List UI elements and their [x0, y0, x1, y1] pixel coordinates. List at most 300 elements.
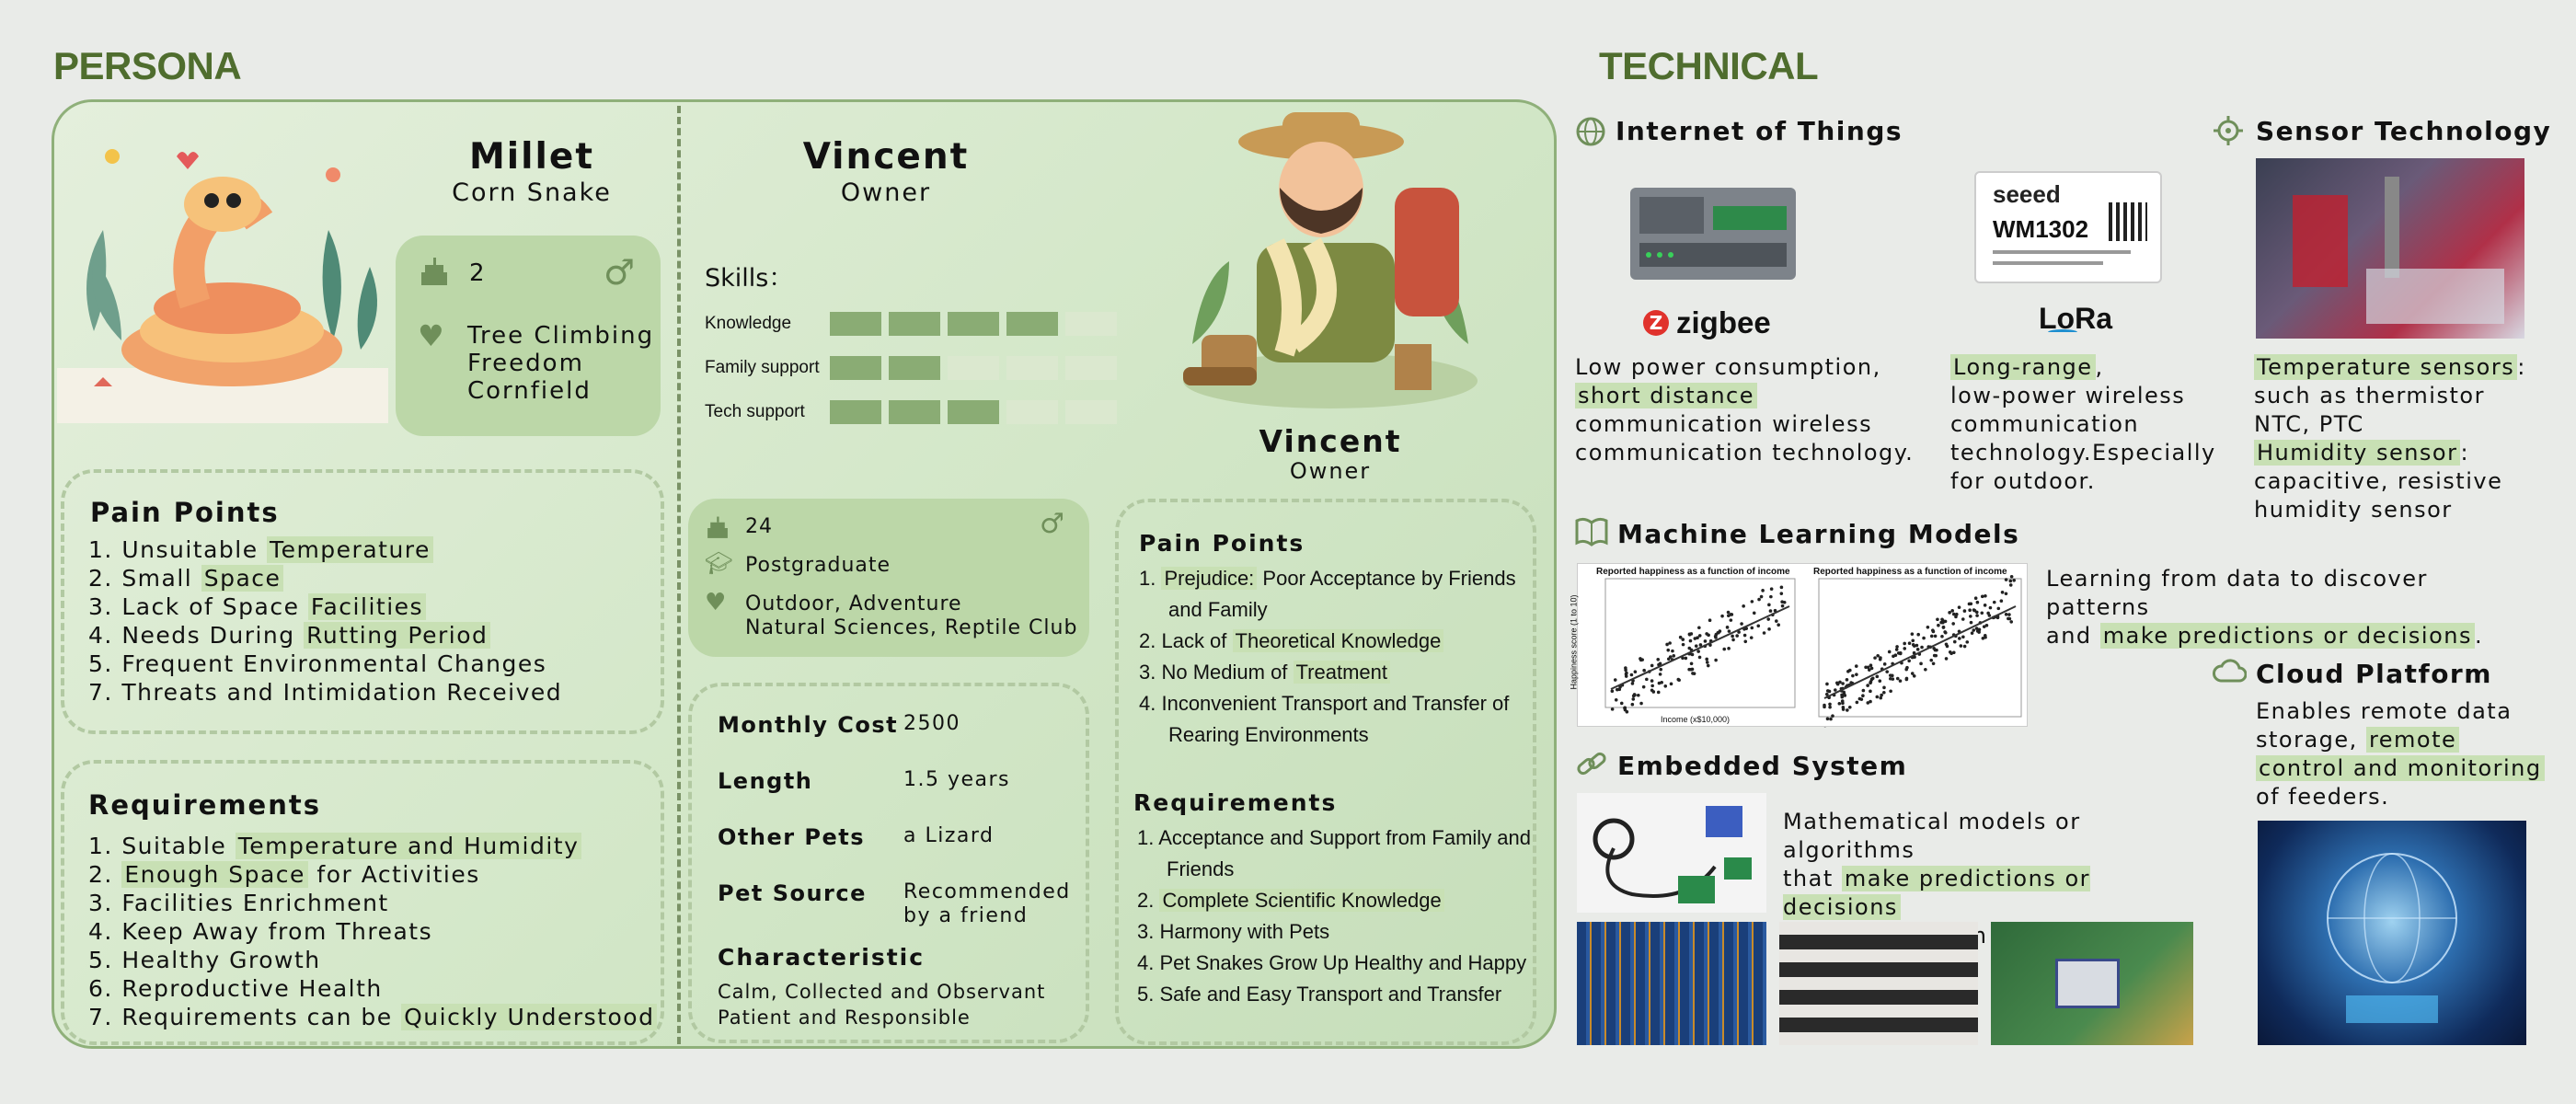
scatter-point: [1650, 684, 1654, 688]
scatter-point: [1894, 653, 1898, 657]
scatter-point: [1835, 681, 1839, 684]
scatter-point: [1855, 664, 1858, 668]
cloud-title: Cloud Platform: [2256, 659, 2492, 689]
scatter-point: [2005, 578, 2008, 581]
scatter-point: [1722, 648, 1726, 651]
scatter-point: [1869, 681, 1872, 684]
scatter-point: [1624, 669, 1627, 673]
scatter-point: [1730, 618, 1733, 622]
scatter-point: [1714, 659, 1718, 662]
list-item-num: 5.: [88, 650, 122, 677]
skill-level-segment: [889, 312, 940, 336]
scatter-point: [1831, 714, 1834, 718]
pet-requirements-list: [88, 832, 659, 1031]
list-item: [88, 535, 659, 564]
scatter-point: [1984, 634, 1987, 638]
scatter-point: [1891, 674, 1894, 678]
list-item-num: 7.: [88, 1004, 122, 1030]
zigbee-icon: Z: [1643, 310, 1669, 336]
cloud-desc-pre: storage,: [2256, 727, 2366, 753]
plot2-title: Reported happiness as a function of income: [1813, 567, 2007, 577]
zigbee-label: zigbee: [1676, 305, 1771, 339]
scatter-point: [1625, 674, 1628, 678]
humidity-sensor-highlight: Humidity sensor: [2254, 440, 2460, 466]
owner-name: Vincent: [802, 136, 970, 178]
plot-frame: [1819, 579, 2021, 717]
plot1-ylabel: Happiness score (1 to 10): [1569, 594, 1579, 690]
corn-snake-illustration: [57, 120, 388, 432]
scatter-point: [1868, 668, 1871, 672]
lora-desc-punct: ,: [2095, 354, 2104, 380]
scatter-point: [1615, 698, 1618, 702]
zigbee-desc-line: communication wireless: [1575, 411, 1873, 437]
detail-row: [718, 880, 1086, 937]
scatter-point: [1727, 611, 1731, 615]
list-item-num: 4.: [88, 918, 122, 945]
scatter-point: [1740, 622, 1743, 626]
scatter-point: [1693, 672, 1696, 675]
scatter-point: [1743, 640, 1747, 644]
lora-desc-highlight: Long-range: [1950, 354, 2096, 380]
scatter-point: [1926, 626, 1930, 629]
scatter-point: [1899, 651, 1903, 655]
list-item-pre: Harmony with Pets: [1159, 920, 1330, 943]
scatter-point: [1879, 696, 1882, 700]
embedded-desc-pre: that: [1783, 866, 1842, 891]
detail-label: Pet Source: [718, 880, 867, 906]
list-item-num: 1.: [88, 536, 122, 563]
scatter-point: [1856, 701, 1859, 705]
zigbee-desc-highlight: short distance: [1575, 383, 1757, 408]
scatter-point: [1869, 690, 1872, 694]
scatter-point: [1676, 678, 1680, 682]
scatter-point: [1743, 634, 1747, 638]
scatter-point: [1620, 702, 1624, 706]
ml-desc-post: .: [2474, 623, 2484, 649]
list-item: [88, 678, 659, 707]
scatter-point: [1949, 650, 1952, 654]
list-item-pre: Healthy Growth: [121, 947, 321, 973]
plot1-xlabel: Income (x$10,000): [1661, 715, 1731, 724]
list-item-num: 7.: [88, 679, 122, 706]
owner-hobby: Natural Sciences, Reptile Club: [745, 616, 1078, 639]
scatter-point: [1727, 614, 1731, 617]
scatter-point: [1829, 718, 1833, 721]
scatter-point: [1948, 611, 1951, 615]
scatter-point: [2007, 613, 2011, 616]
scatter-point: [1911, 632, 1915, 636]
scatter-point: [1931, 628, 1935, 632]
scatter-point: [1838, 702, 1842, 706]
scatter-point: [1882, 686, 1886, 690]
scatter-point: [1705, 632, 1708, 636]
scatter-point: [1878, 679, 1881, 683]
skill-level-segment: [948, 312, 999, 336]
skill-label: Tech support: [705, 402, 805, 421]
scatter-point: [1697, 626, 1701, 629]
scatter-point: [1960, 644, 1963, 648]
heart-icon: ♥: [705, 589, 727, 616]
list-item-pre: Frequent Environmental Changes: [121, 650, 547, 677]
scatter-point: [1688, 633, 1692, 637]
scatter-point: [1888, 650, 1892, 654]
owner-name-secondary: Vincent: [1259, 423, 1402, 459]
skill-level-segment: [889, 400, 940, 424]
scatter-point: [1899, 679, 1903, 683]
scatter-point: [1932, 661, 1936, 665]
list-item-hl: Treatment: [1294, 661, 1390, 684]
list-item-post: Poor Acceptance by Friends and Family: [1168, 567, 1516, 621]
skill-row: [705, 346, 1124, 390]
detail-label: Other Pets: [718, 824, 866, 850]
scatter-point: [1873, 656, 1877, 660]
scatter-point: [1753, 612, 1756, 615]
scatter-point: [1916, 648, 1920, 651]
cloud-desc-line: of feeders.: [2256, 784, 2390, 810]
list-item: [88, 621, 659, 650]
skills-title: Skills：: [705, 264, 794, 293]
cloud-desc-highlight: remote: [2366, 727, 2459, 753]
ml-desc-highlight: make predictions or decisions: [2100, 623, 2475, 649]
scatter-point: [1707, 664, 1710, 668]
scatter-point: [1903, 642, 1906, 646]
list-item-num: 4.: [1139, 692, 1162, 715]
scatter-point: [1695, 644, 1698, 648]
scatter-point: [1769, 595, 1773, 599]
pet-pain-points-list: [88, 535, 659, 707]
scatter-point: [1672, 654, 1675, 658]
list-item-pre: Pet Snakes Grow Up Healthy and Happy: [1159, 951, 1527, 974]
scatter-point: [1933, 654, 1937, 658]
scatter-point: [2008, 617, 2012, 621]
humidity-sensor-punct: :: [2460, 440, 2470, 466]
scatter-point: [1876, 654, 1880, 658]
skill-level-segment: [1006, 312, 1058, 336]
scatter-point: [1685, 657, 1688, 661]
scatter-point: [1889, 677, 1892, 681]
list-item-pre: Facilities Enrichment: [121, 890, 389, 916]
scatter-point: [1634, 670, 1638, 673]
owner-role: Owner: [840, 178, 932, 207]
scatter-point: [1879, 658, 1882, 661]
scatter-point: [2005, 613, 2008, 616]
detail-row: [718, 824, 1086, 880]
list-item-pre: Small: [121, 565, 201, 592]
list-item-pre: No Medium of: [1161, 661, 1294, 684]
scatter-point: [1907, 660, 1911, 663]
scatter-point: [1775, 619, 1778, 623]
list-item-pre: Safe and Easy Transport and Transfer: [1159, 983, 1502, 1006]
list-item-pre: Reproductive Health: [121, 975, 383, 1002]
scatter-point: [1903, 647, 1906, 650]
skill-level-segment: [1006, 400, 1058, 424]
list-item-num: 1.: [88, 833, 122, 859]
list-item: [1137, 916, 1533, 948]
scatter-point: [1728, 629, 1731, 633]
scatter-point: [1696, 636, 1699, 639]
scatter-point: [1945, 657, 1949, 661]
pet-pain-points-title: Pain Points: [90, 497, 280, 528]
scatter-point: [1751, 600, 1754, 604]
scatter-point: [1659, 668, 1662, 672]
scatter-point: [1904, 668, 1908, 672]
list-item-num: 2.: [1139, 629, 1162, 652]
detail-label: Length: [718, 768, 813, 794]
sensor-desc-line: such as thermistor: [2254, 383, 2485, 408]
scatter-point: [1930, 635, 1934, 638]
sensor-title: Sensor Technology: [2256, 116, 2552, 146]
scatter-point: [1650, 688, 1654, 692]
scatter-point: [1963, 609, 1967, 613]
scatter-point: [1934, 635, 1938, 638]
sensor-icon: [2212, 114, 2245, 147]
scatter-point: [1706, 661, 1709, 664]
scatter-point: [1767, 604, 1771, 607]
owner-details-list: [718, 712, 1086, 937]
sensor-desc-line: NTC, PTC: [2254, 411, 2364, 437]
scatter-point: [1726, 626, 1730, 629]
detail-row: [718, 712, 1086, 768]
scatter-point: [1969, 602, 1972, 605]
list-item-hl: Enough Space: [121, 861, 308, 888]
scatter-point: [1846, 678, 1849, 682]
regression-line: [1824, 606, 2016, 698]
scatter-point: [2009, 620, 2013, 624]
list-item-hl: Space: [201, 565, 284, 592]
scatter-point: [1929, 659, 1933, 662]
scatter-point: [1913, 674, 1916, 678]
list-item: [88, 1003, 659, 1031]
scatter-point: [1968, 608, 1972, 612]
list-item-pre: Threats and Intimidation Received: [121, 679, 563, 706]
scatter-point: [1687, 647, 1691, 650]
scatter-point: [1642, 685, 1646, 689]
scatter-point: [1689, 639, 1693, 643]
scatter-point: [1670, 683, 1673, 686]
scatter-point: [1883, 662, 1887, 666]
scatter-point: [1690, 661, 1694, 665]
embedded-desc-highlight: make predictions or decisions: [1783, 866, 2090, 920]
regression-line: [1611, 606, 1789, 689]
scatter-point: [2010, 575, 2014, 579]
scatter-point: [1840, 696, 1844, 699]
lora-module-image: [1974, 171, 2162, 283]
scatter-point: [2000, 599, 2004, 603]
scatter-point: [1708, 618, 1712, 622]
scatter-point: [1913, 644, 1916, 648]
list-item: [1137, 822, 1533, 885]
scatter-point: [1993, 601, 1996, 604]
list-item: [88, 974, 659, 1003]
lora-desc-line: technology.Especially: [1950, 440, 2216, 466]
list-item-num: 4.: [1137, 951, 1160, 974]
list-item: [88, 889, 659, 917]
zigbee-logo: [1643, 305, 1800, 340]
detail-label: Monthly Cost: [718, 712, 899, 738]
scatter-point: [1714, 636, 1718, 639]
scatter-point: [1756, 624, 1760, 627]
skill-level-segment: [830, 400, 881, 424]
ml-desc-line: Learning from data to discover patterns: [2046, 566, 2428, 620]
scatter-point: [1958, 637, 1961, 640]
cloud-desc-line: Enables remote data: [2256, 698, 2513, 724]
cake-icon: [418, 256, 451, 289]
scatter-point: [1920, 646, 1924, 650]
scatter-point: [1769, 609, 1773, 613]
plot1-title: Reported happiness as a function of income: [1596, 567, 1790, 577]
scatter-point: [1981, 595, 1984, 599]
scatter-point: [1668, 641, 1672, 645]
skill-level-segment: [830, 312, 881, 336]
scatter-point: [1666, 649, 1670, 652]
list-item-num: 2.: [88, 861, 122, 888]
owner-requirements-title: Requirements: [1133, 789, 1338, 816]
scatter-point: [1735, 634, 1739, 638]
qr-code-icon: [2109, 202, 2147, 241]
list-item-pre: Acceptance and Support from Family and Friends: [1158, 826, 1532, 880]
list-item-num: 5.: [1137, 983, 1160, 1006]
lora-label: LoRa: [2039, 302, 2112, 335]
scatter-point: [1639, 657, 1642, 661]
scatter-point: [1750, 627, 1754, 630]
scatter-point: [1658, 682, 1662, 685]
scatter-point: [2012, 579, 2016, 582]
scatter-point: [1659, 673, 1662, 676]
scatter-point: [1631, 697, 1635, 701]
owner-education: Postgraduate: [745, 554, 891, 577]
scatter-point: [1936, 617, 1939, 621]
scatter-point: [1922, 637, 1926, 640]
scatter-point: [1780, 586, 1784, 590]
scatter-point: [1846, 708, 1849, 712]
scatter-point: [1679, 636, 1683, 639]
pet-interest: Tree Climbing: [467, 322, 655, 350]
characteristic-line: Patient and Responsible: [718, 1006, 971, 1029]
scatter-point: [1942, 626, 1946, 629]
scatter-point: [2005, 592, 2008, 595]
scatter-point: [1986, 612, 1990, 615]
list-item-hl: Prejudice:: [1161, 567, 1257, 590]
scatter-point: [1965, 640, 1969, 644]
scatter-point: [1626, 710, 1629, 714]
list-item: [88, 946, 659, 974]
temp-sensor-highlight: Temperature sensors: [2254, 354, 2517, 380]
scatter-point: [1855, 673, 1858, 676]
scatter-point: [1645, 678, 1649, 682]
scatter-point: [1691, 653, 1695, 657]
scatter-point: [1731, 613, 1734, 616]
skill-level-segment: [1065, 400, 1117, 424]
scatter-point: [1937, 624, 1940, 627]
characteristic-line: Calm, Collected and Observant: [718, 981, 1046, 1003]
scatter-point: [1882, 691, 1886, 695]
list-item-hl: Complete Scientific Knowledge: [1159, 889, 1443, 912]
scatter-point: [1980, 611, 1984, 615]
owner-role-secondary: Owner: [1289, 458, 1372, 484]
scatter-point: [1976, 601, 1980, 604]
scatter-point: [1896, 677, 1900, 681]
list-item-pre: Needs During: [121, 622, 305, 649]
persona-divider: [677, 106, 681, 1044]
list-item: [88, 564, 659, 592]
ml-title: Machine Learning Models: [1617, 519, 2020, 549]
scatter-point: [1885, 670, 1889, 673]
scatter-point: [1763, 631, 1766, 635]
scatter-point: [1631, 682, 1635, 685]
scatter-point: [1663, 684, 1667, 688]
scatter-point: [1656, 658, 1660, 661]
skill-level-segment: [1065, 356, 1117, 380]
plot-frame: [1605, 579, 1795, 707]
scatter-point: [1828, 690, 1832, 694]
scatter-point: [1760, 595, 1764, 599]
list-item-num: 3.: [88, 890, 122, 916]
processor-photo: [1991, 922, 2193, 1045]
scatter-point: [1630, 673, 1634, 677]
scatter-point: [1766, 617, 1770, 621]
owner-requirements-list: [1137, 822, 1533, 1010]
scatter-point: [1952, 650, 1956, 654]
ml-scatter-plots: [1569, 563, 2028, 727]
detail-value: Recommended by a friend: [903, 880, 1071, 927]
scatter-point: [1834, 688, 1837, 692]
scatter-point: [1866, 701, 1869, 705]
scatter-point: [1781, 604, 1785, 608]
scatter-point: [1650, 679, 1654, 683]
list-item-num: 6.: [88, 975, 122, 1002]
skill-level-segment: [1065, 312, 1117, 336]
scatter-point: [1616, 688, 1619, 692]
scatter-point: [1971, 631, 1974, 635]
zigbee-device-image: [1621, 169, 1805, 289]
scatter-point: [1689, 668, 1693, 672]
scatter-point: [1637, 694, 1640, 697]
scatter-point: [1750, 636, 1754, 639]
list-item-hl: Facilities: [308, 593, 426, 620]
scatter-point: [1705, 658, 1708, 661]
scatter-point: [1951, 622, 1955, 626]
scatter-point: [1870, 678, 1874, 682]
list-item-pre: Inconvenient Transport and Transfer of Rearing Environments: [1161, 692, 1510, 746]
scatter-point: [1895, 645, 1899, 649]
scatter-point: [1625, 672, 1628, 675]
sensor-desc-line: capacitive, resistive: [2254, 468, 2503, 494]
list-item-num: 4.: [88, 622, 122, 649]
scatter-point: [1780, 592, 1784, 595]
list-item-num: 3.: [1137, 920, 1160, 943]
skill-level-segment: [889, 356, 940, 380]
persona-section-title: PERSONA: [53, 44, 242, 87]
scatter-point: [1611, 707, 1615, 711]
scatter-point: [1696, 650, 1700, 653]
list-item: [1139, 563, 1525, 626]
list-item-pre: Unsuitable: [121, 536, 268, 563]
scatter-point: [1823, 704, 1826, 707]
scatter-point: [1864, 665, 1868, 669]
skill-level-segment: [830, 356, 881, 380]
scatter-point: [1941, 621, 1945, 625]
scatter-point: [1720, 615, 1724, 618]
scatter-point: [1908, 641, 1912, 645]
list-item-hl: Quickly Understood: [401, 1004, 657, 1030]
scatter-point: [1767, 627, 1771, 631]
scatter-point: [1944, 631, 1948, 635]
list-item-num: 3.: [1139, 661, 1162, 684]
scatter-point: [1975, 627, 1979, 630]
scatter-point: [1846, 670, 1850, 673]
scatter-point: [1842, 707, 1846, 711]
scatter-point: [1826, 718, 1830, 721]
